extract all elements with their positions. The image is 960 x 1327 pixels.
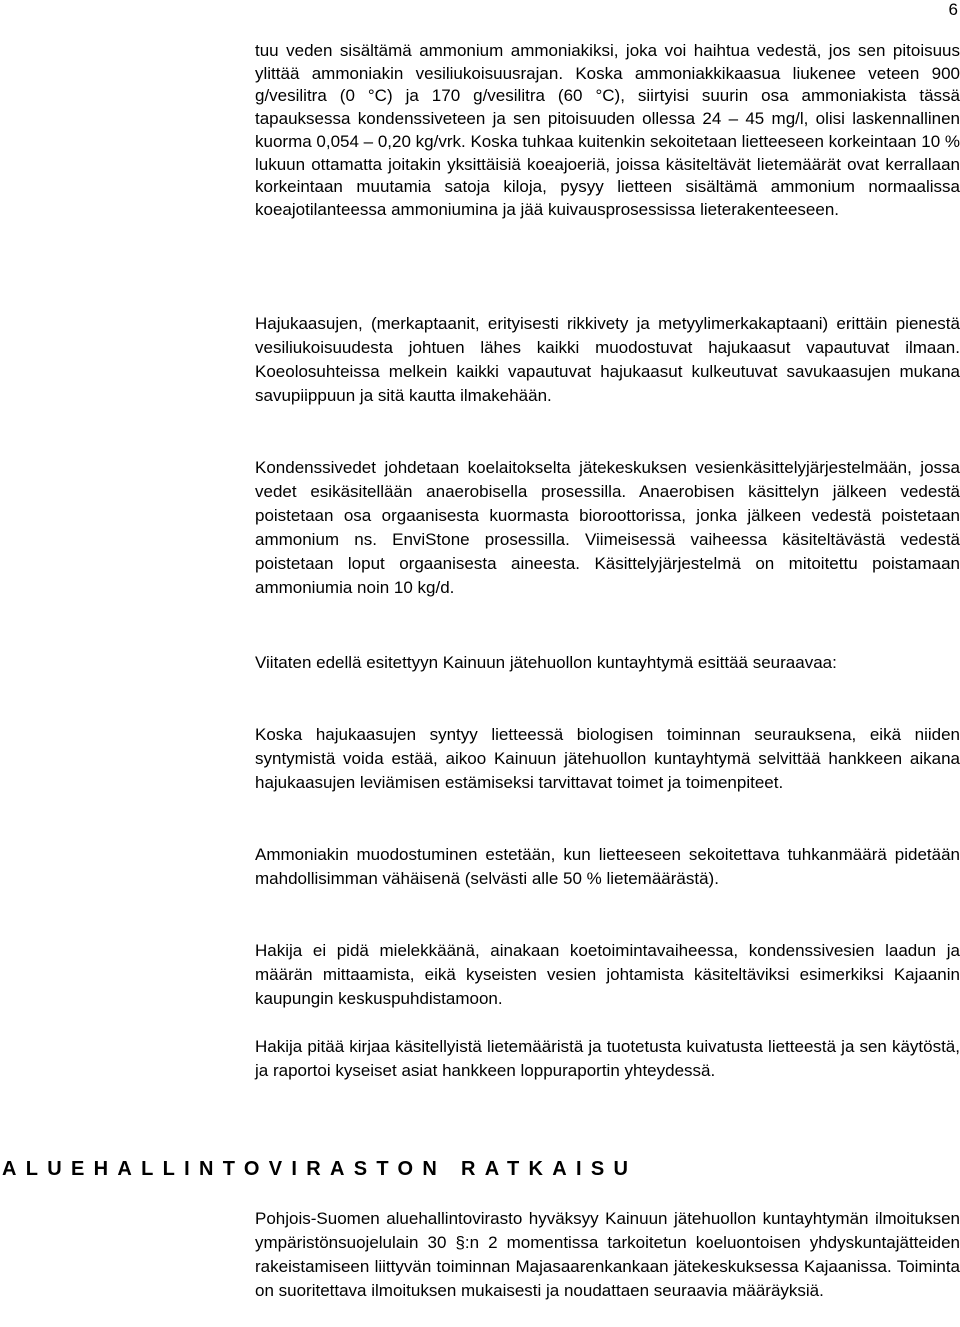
paragraph-ammonium: tuu veden sisältämä ammonium ammoniakiksi, joka voi haihtua vedestä, jos sen pitoisuus ylittää ammoniakin vesiliukoisuusrajan. Koska ammoniakkikaasua liukenee veteen 900 g/vesilitra (0 °C) ja 170 g/vesilitra (60 °C), siirtyisi suurin osa ammoniakista tässä tapauksessa kondenssiveteen ja sen pitoisuuden ollessa 24 – 45 mg/l, olisi laskennallinen kuorma 0,054 – 0,20 kg/vrk. Koska tuhkaa kuitenkin sekoitetaan lietteeseen korkeintaan 10 % lukuun ottamatta joitakin yksittäisiä koeajoeriä, joissa käsiteltävät lietemäärät ovat kerrallaan korkeintaan muutamia satoja kiloja, pysyy lietteen sisältämä ammonium normaalissa koeajotilanteessa ammoniumina ja jää kuivausprosessissa lieterakenteeseen. xyxy=(255,41,960,219)
page-number: 6 xyxy=(948,0,958,19)
paragraph-condensate-measurement: Hakija ei pidä mielekkäänä, ainakaan koetoimintavaiheessa, kondenssivesien laadun ja määrän mittaamista, eikä kyseisten vesien johtamista käsiteltäviksi esimerkiksi Kajaanin kaupungin keskuspuhdistamoon. xyxy=(255,941,960,1008)
paragraph-condensate-water: Kondenssivedet johdetaan koelaitokselta jätekeskuksen vesienkäsittelyjärjestelmään, jossa vedet esikäsitellään anaerobisella prosessilla. Anaerobisen käsittelyn jälkeen vedestä poistetaan osa orgaanisesta kuormasta bioroottorissa, jonka jälkeen vedestä poistetaan ammonium ns. EnviStone prosessilla. Viimeisessä vaiheessa käsiteltävästä vedestä poistetaan loput orgaanisesta aineesta. Käsittelyjärjestelmä on mitoitettu poistamaan ammoniumia noin 10 kg/d. xyxy=(255,458,960,597)
paragraph-odour-gases: Hajukaasujen, (merkaptaanit, erityisesti rikkivety ja metyylimerkakaptaani) erittäin pienestä vesiliukoisuudesta johtuen lähes kaikki muodostuvat hajukaasut vapautuvat ilmaan. Koeolosuhteissa melkein kaikki vapautuvat hajukaasut kulkeutuvat savukaasujen mukana savupiippuun ja sitä kautta ilmakehään. xyxy=(255,314,960,405)
section-heading: ALUEHALLINTOVIRASTON RATKAISU xyxy=(2,1158,638,1180)
paragraph-odour-measures: Koska hajukaasujen syntyy lietteessä biologisen toiminnan seurauksena, eikä niiden syntymistä voida estää, aikoo Kainuun jätehuollon kuntayhtymä selvittää hankkeen aikana hajukaasujen leviämisen estämiseksi tarvittavat toimet ja toimenpiteet. xyxy=(255,725,960,792)
paragraph-record-keeping: Hakija pitää kirjaa käsitellyistä lietemääristä ja tuotetusta kuivatusta lietteestä ja sen käytöstä, ja raportoi kyseiset asiat hankkeen loppuraportin yhteydessä. xyxy=(255,1037,960,1080)
paragraph-decision: Pohjois-Suomen aluehallintovirasto hyväksyy Kainuun jätehuollon kuntayhtymän ilmoituksen ympäristönsuojelulain 30 §:n 2 momentissa tarkoitetun koeluontoisen yhdyskuntajätteiden rakeistamiseen liittyvän toiminnan Majasaarenkankaan jätekeskuksessa Kajaanissa. Toiminta on suoritettava ilmoituksen mukaisesti ja noudattaen seuraavia määräyksiä. xyxy=(255,1209,960,1300)
paragraph-referring-intro: Viitaten edellä esitettyyn Kainuun jätehuollon kuntayhtymä esittää seuraavaa: xyxy=(255,653,837,672)
paragraph-ammonia-prevention: Ammoniakin muodostuminen estetään, kun lietteeseen sekoitettava tuhkanmäärä pidetään mahdollisimman vähäisenä (selvästi alle 50 % lietemäärästä). xyxy=(255,845,960,888)
